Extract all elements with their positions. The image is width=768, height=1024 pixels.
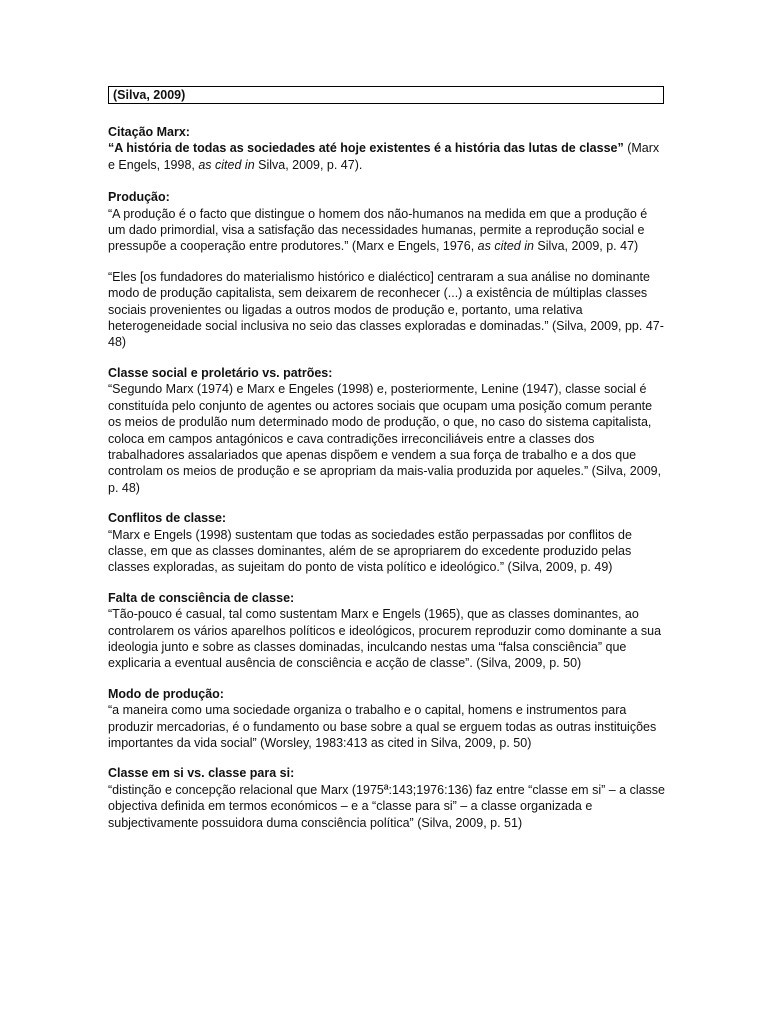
- section-falta-consciencia: [108, 590, 668, 672]
- section-body: “Eles [os fundadores do materialismo histórico e dialéctico] centraram a sua análise no dominante modo de produção capitalista, sem deixarem de reconhecer (...) a existência de múltiplas classes sociais provenientes ou ligadas a outros modos de produção e, portanto, uma relativa heterogeneidade social inclusiva no seio das classes exploradas e dominadas.” (Silva, 2009, pp. 47-48): [108, 269, 664, 350]
- section-heading: Citação Marx:: [108, 125, 190, 139]
- section-body: “Marx e Engels (1998) sustentam que todas as sociedades estão perpassadas por conflitos de classe, em que as classes dominantes, além de se apropriarem do excedente produzido pelas classes exploradas, as sujeitam do ponto de vista político e ideológico.” (Silva, 2009, p. 49): [108, 527, 632, 575]
- section-heading: Falta de consciência de classe:: [108, 590, 295, 605]
- section-body: [108, 206, 668, 255]
- section-modo-producao: [108, 686, 668, 752]
- section-body: “distinção e concepção relacional que Marx (1975ª:143;1976:136) faz entre “classe em si” – a classe objectiva definida em termos económicos – e a “classe para si” – a classe organizada e subjectivamente possuidora duma consciência política” (Silva, 2009, p. 51): [108, 782, 666, 830]
- section-body: [108, 140, 668, 173]
- citation-text: (Marx e Engels, 1998,: [108, 141, 660, 172]
- document-page: [108, 86, 668, 831]
- source-header-box: [108, 86, 664, 104]
- section-marx-quote: [108, 124, 668, 173]
- section-materialismo: [108, 269, 668, 351]
- section-body: “a maneira como uma sociedade organiza o trabalho e o capital, homens e instrumentos para produzir mercadorias, é o fundamento ou base sobre a qual se erguem todas as outras instituições importantes da vida social” (Worsley, 1983:413 as cited in Silva, 2009, p. 50): [108, 703, 657, 750]
- section-heading: Conflitos de classe:: [108, 511, 227, 526]
- citation-text: Silva, 2009, p. 47).: [254, 157, 363, 172]
- marx-quote-text: “A história de todas as sociedades até hoje existentes é a história das lutas de classe”: [108, 141, 624, 156]
- section-producao: [108, 189, 668, 255]
- section-classe-em-si: [108, 765, 668, 831]
- section-heading: Classe social e proletário vs. patrões:: [108, 365, 333, 380]
- section-body: “Tão-pouco é casual, tal como sustentam Marx e Engels (1965), que as classes dominantes, ao controlarem os vários aparelhos políticos e ideológicos, procurem reproduzir como dominante a sua ideologia junto e sobre as classes dominadas, inculcando nestas uma “falsa consciência” que explicaria a eventual ausência de consciência e acção de classe”. (Silva, 2009, p. 50): [108, 607, 662, 671]
- section-body: “Segundo Marx (1974) e Marx e Engeles (1998) e, posteriormente, Lenine (1947), classe social é constituída pelo conjunto de agentes ou actores sociais que ocupam uma posição comum perante os meios de produlão num determinado modo de produção, o que, no caso do sistema capitalista, coloca em campos antagónicos e cava contradições irreconciliáveis entre a classes dos trabalhadores assalariados que apenas dispõem e vendem a sua força de trabalho e a dos que controlam os meios de produção e se apropriam da mais-valia produzida por aqueles.” (Silva, 2009, p. 48): [108, 382, 662, 495]
- section-heading: Modo de produção:: [108, 686, 224, 701]
- citation-italic: as cited in: [198, 157, 255, 172]
- source-header-text: (Silva, 2009): [113, 88, 186, 102]
- section-heading: Classe em si vs. classe para si:: [108, 766, 295, 781]
- section-heading: Produção:: [108, 190, 170, 205]
- body-text: “A produção é o facto que distingue o homem dos não-humanos na medida em que a produção é um dado primordial, visa a satisfação das necessidades humanas, permite a reprodução social e pressupõe a cooperação entre produtores.” (Marx e Engels, 1976,: [108, 206, 648, 254]
- section-classe-social: [108, 365, 668, 496]
- body-text: Silva, 2009, p. 47): [533, 239, 639, 254]
- section-conflitos: [108, 510, 668, 576]
- citation-italic: as cited in: [477, 239, 534, 254]
